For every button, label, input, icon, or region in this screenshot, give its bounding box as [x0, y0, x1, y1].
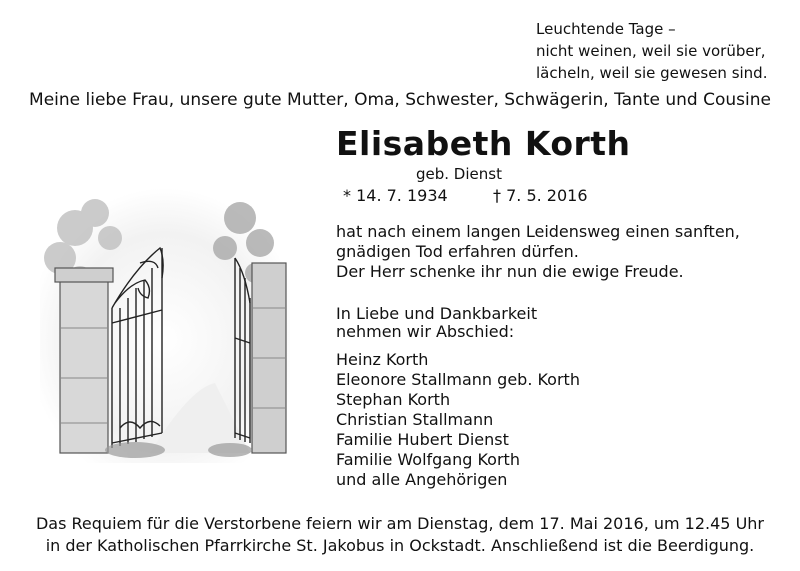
family-member: Christian Stallmann — [336, 410, 494, 429]
garden-gate-illustration — [40, 188, 290, 463]
maiden-name: geb. Dienst — [416, 165, 502, 183]
quote-line: nicht weinen, weil sie vorüber, — [536, 42, 766, 60]
message-line: gnädigen Tod erfahren dürfen. — [336, 242, 579, 261]
farewell-line: In Liebe und Dankbarkeit — [336, 304, 538, 323]
birth-date: * 14. 7. 1934 — [343, 186, 448, 205]
farewell-block — [336, 305, 537, 341]
deceased-name: Elisabeth Korth — [336, 124, 631, 163]
family-member: Familie Wolfgang Korth — [336, 450, 520, 469]
family-member: Eleonore Stallmann geb. Korth — [336, 370, 580, 389]
family-member: Familie Hubert Dienst — [336, 430, 509, 449]
quote-line: Leuchtende Tage – — [536, 20, 676, 38]
family-list — [336, 350, 580, 490]
message-block — [336, 222, 740, 282]
death-date: † 7. 5. 2016 — [493, 186, 588, 205]
requiem-line: Das Requiem für die Verstorbene feiern wir am Dienstag, dem 17. Mai 2016, um 12.45 Uhr — [35, 514, 764, 533]
family-member: Heinz Korth — [336, 350, 429, 369]
intro-line: Meine liebe Frau, unsere gute Mutter, Oma, Schwester, Schwägerin, Tante und Cousine — [29, 90, 771, 110]
family-member: und alle Angehörigen — [336, 470, 508, 489]
requiem-notice — [0, 513, 800, 557]
quote-block — [536, 18, 767, 84]
farewell-line: nehmen wir Abschied: — [336, 322, 515, 341]
quote-line: lächeln, weil sie gewesen sind. — [536, 64, 768, 82]
message-line: Der Herr schenke ihr nun die ewige Freude. — [336, 262, 684, 281]
requiem-line: in der Katholischen Pfarrkirche St. Jakobus in Ockstadt. Anschließend ist die Beerdigung. — [45, 536, 755, 555]
family-member: Stephan Korth — [336, 390, 451, 409]
message-line: hat nach einem langen Leidensweg einen sanften, — [336, 222, 740, 241]
